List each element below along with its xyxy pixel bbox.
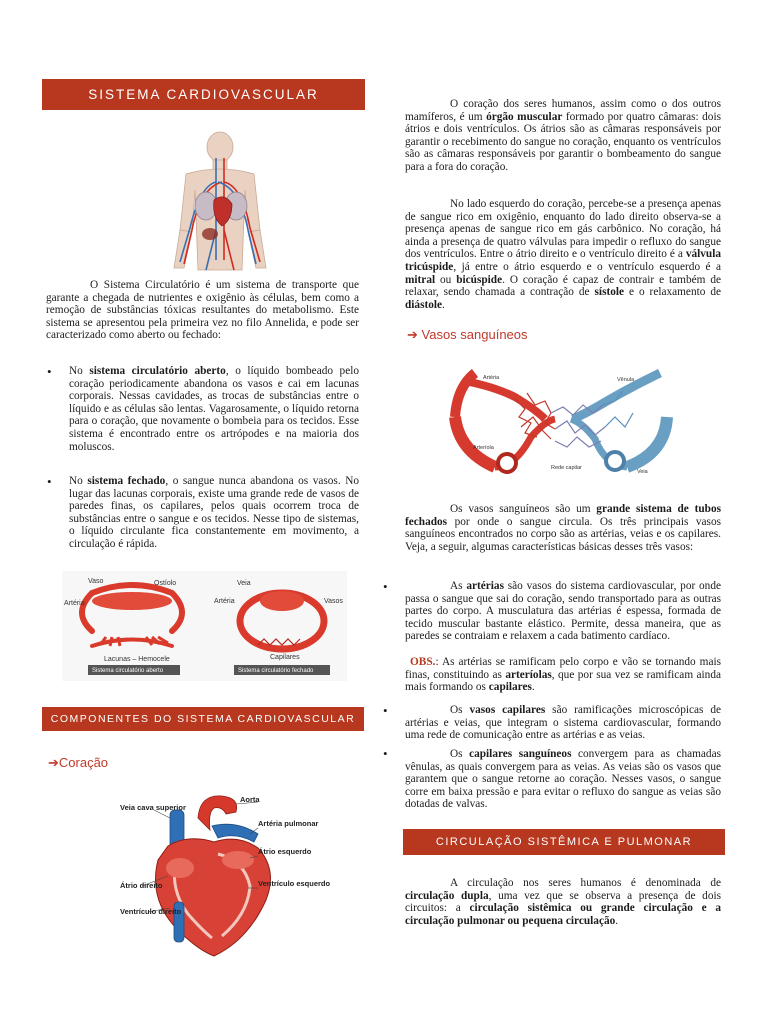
open-caption: Sistema circulatório aberto bbox=[92, 668, 164, 674]
components-banner bbox=[42, 707, 364, 731]
heart-paragraph-2 bbox=[405, 198, 721, 311]
open-pre: No bbox=[69, 365, 90, 377]
hp2-b3: bicúspide bbox=[456, 273, 503, 286]
hp2-g: . bbox=[442, 298, 445, 311]
heart-label-aorta: Aorta bbox=[240, 795, 260, 804]
vp-post: por onde o sangue circula. Os três principais vasos sanguíneos encontrados no corpo são as artérias, veias e os capilares. Veja, a seguir, algumas características básicas desses três vasos: bbox=[405, 515, 721, 553]
heart-label-atrio-direito: Átrio direito bbox=[120, 881, 163, 890]
open-closed-system-diagram bbox=[62, 571, 347, 681]
page-title: SISTEMA CARDIOVASCULAR bbox=[88, 87, 319, 102]
cap-post: são ramificações microscópicas de artérias e veias, que integram o sistema cardiovascular, formando uma rede de comunicação entre as artérias e as veias. bbox=[405, 704, 721, 742]
closed-caption: Sistema circulatório fechado bbox=[238, 668, 314, 674]
vasos-heading: ➔ Vasos sanguíneos bbox=[407, 327, 528, 342]
bullet-closed: • bbox=[47, 474, 52, 489]
intro-text: O Sistema Circulatório é um sistema de transporte que garante a chegada de nutrientes e oxigênio às células, bem como a remoção de substâncias tóxicas resultantes do metabolismo. Este sistema se apresentou pela primeira vez no filo Annelida, e pode ser caracterizado como aberto ou fechado: bbox=[46, 279, 359, 342]
vei-pre: Os bbox=[450, 748, 470, 760]
coracao-heading: ➔Coração bbox=[48, 755, 109, 770]
vessel-label-arteriola: Arteríola bbox=[473, 445, 494, 451]
bullet-capilares: • bbox=[383, 703, 388, 718]
hp2-b1: válvula tricúspide bbox=[405, 248, 721, 273]
hp2-b5: diástole bbox=[405, 298, 443, 311]
closed-system-paragraph bbox=[69, 475, 359, 551]
art-pre: As bbox=[450, 580, 467, 592]
heart-label-veia-cava: Veia cava superior bbox=[120, 803, 186, 812]
vp-pre: Os vasos sanguíneos são um bbox=[450, 503, 597, 515]
heart-diagram bbox=[118, 790, 331, 960]
cap-pre: Os bbox=[450, 704, 470, 716]
label-ostiolo: Ostíolo bbox=[154, 580, 177, 587]
components-title: COMPONENTES DO SISTEMA CARDIOVASCULAR bbox=[50, 713, 356, 725]
circ-c: , uma vez que se observa a presença de dois circuitos: a bbox=[405, 889, 721, 915]
label-lacunas: Lacunas – Hemocele bbox=[104, 656, 170, 663]
hp1-pre: O coração dos seres humanos, assim como o dos outros mamíferos, é um bbox=[405, 98, 721, 123]
closed-post: , o sangue nunca abandona os vasos. No lugar das lacunas corporais, existe uma grande rede de vasos de paredes finas, os capilares, pelos quais ocorrem troca de substâncias entre o sangue e os tecidos. Nesse tipo de sistemas, o líquido circulante fica constantemente em movimento, a circulação é rápida. bbox=[69, 475, 359, 550]
hp2-b4: sístole bbox=[594, 286, 625, 299]
obs-a: : As artérias se ramificam pelo corpo e vão se tornando mais finas, constituindo as bbox=[405, 656, 721, 681]
intro-paragraph bbox=[46, 279, 359, 342]
label-arteria-closed: Artéria bbox=[214, 598, 235, 605]
bullet-arterias: • bbox=[383, 579, 388, 594]
label-vasos: Vasos bbox=[324, 598, 343, 605]
blood-vessels-diagram bbox=[455, 357, 670, 482]
obs-paragraph bbox=[405, 656, 721, 694]
label-arteria: Artéria bbox=[64, 600, 85, 607]
label-veia: Veia bbox=[237, 580, 251, 587]
vessel-label-veia: Veia bbox=[637, 469, 648, 475]
page-title-banner bbox=[42, 79, 365, 110]
bullet-open: • bbox=[47, 364, 52, 379]
vei-post: convergem para as chamadas vênulas, as quais convergem para as veias. As veias são os vasos que garantem que o sangue retorne ao coração. Nesses vasos, o sangue corre em baixa pressão e para evitar o refluxo do sangue as veias são dotadas de valvas. bbox=[405, 748, 721, 811]
capilares-paragraph bbox=[405, 704, 721, 742]
label-capilares: Capilares bbox=[270, 654, 300, 661]
open-post: , o líquido bombeado pelo coração periodicamente abandona os vasos e cai em lacunas corporais. Nessas cavidades, as trocas de substâncias entre o líquido e as células são lentas. Vagarosamente, o líquido retorna para o coração, que novamente o bombeia para os tecidos. Esse sistema é encontrado entre os artrópodes e na maioria dos moluscos. bbox=[69, 365, 359, 453]
heart-paragraph-1 bbox=[405, 98, 721, 174]
vei-bold: capilares sanguíneos bbox=[469, 748, 572, 760]
circulation-title: CIRCULAÇÃO SISTÊMICA E PULMONAR bbox=[435, 836, 693, 848]
obs-b1: arteríolas bbox=[505, 668, 552, 681]
circ-b2: circulação sistêmica ou grande circulação e a circulação pulmonar ou pequena circulação bbox=[405, 902, 721, 927]
art-post: são vasos do sistema cardiovascular, por onde passa o sangue que sai do coração, sendo transportado para as outras partes do corpo. A musculatura das artérias é espessa, formada de tecido muscular bastante elástico. Permite, dessa maneira, que as paredes se contraiam e relaxem a cada batimento cardíaco. bbox=[405, 580, 721, 643]
bullet-veias: • bbox=[383, 746, 388, 761]
closed-pre: No bbox=[69, 475, 88, 487]
open-bold: sistema circulatório aberto bbox=[89, 365, 226, 377]
cap-bold: vasos capilares bbox=[469, 704, 546, 716]
circulation-paragraph bbox=[405, 877, 721, 927]
arterias-paragraph bbox=[405, 580, 721, 643]
circ-b1: circulação dupla bbox=[405, 889, 489, 902]
hp2-a: No lado esquerdo do coração, percebe-se a presença apenas de sangue rico em oxigênio, enquanto do lado direito observa-se a presença apenas de sangue rico em gás carbônico. No coração, há ainda a presença de quatro válvulas para impedir o refluxo do sangue dos ventrículos. Entre o átrio direito e o ventrículo direito é a bbox=[405, 198, 721, 261]
human-circulatory-figure bbox=[150, 130, 290, 270]
hp2-d: ou bbox=[435, 273, 457, 286]
heart-label-arteria-pulmonar: Artéria pulmonar bbox=[258, 819, 319, 828]
hp2-b2: mitral bbox=[405, 273, 436, 286]
vessel-label-venula: Vênula bbox=[617, 377, 635, 383]
heart-label-atrio-esquerdo: Átrio esquerdo bbox=[258, 847, 312, 856]
art-bold: artérias bbox=[466, 580, 504, 592]
obs-d: . bbox=[531, 681, 535, 694]
hp2-e: . O coração é capaz de contrair e também de relaxar, sendo chamada a contração de bbox=[405, 273, 721, 299]
obs-c: , que por sua vez se ramificam ainda mais formando os bbox=[405, 668, 721, 694]
hp1-bold: órgão muscular bbox=[486, 110, 563, 123]
label-vaso: Vaso bbox=[88, 578, 104, 585]
circulation-banner bbox=[403, 829, 725, 855]
vessel-label-arteria: Artéria bbox=[483, 375, 500, 381]
hp2-f: e o relaxamento de bbox=[624, 286, 721, 299]
heart-label-ventriculo-direito: Ventrículo direito bbox=[120, 907, 182, 916]
circ-a: A circulação nos seres humanos é denominada de bbox=[450, 877, 721, 889]
obs-label: OBS. bbox=[410, 656, 436, 668]
vp-bold: grande sistema de tubos fechados bbox=[405, 503, 721, 528]
vessel-label-capilar: Rede capilar bbox=[551, 465, 582, 471]
hp2-c: , já entre o átrio esquerdo e o ventrículo esquerdo é a bbox=[453, 260, 721, 273]
vasos-paragraph bbox=[405, 503, 721, 553]
closed-bold: sistema fechado bbox=[87, 475, 166, 487]
circ-d: . bbox=[615, 914, 619, 927]
obs-b2: capilares bbox=[488, 681, 532, 694]
open-system-paragraph bbox=[69, 365, 359, 453]
hp1-post: formado por quatro câmaras: dois átrios e dois ventrículos. Os átrios são as câmaras responsáveis por garantir o recebimento do sangue no coração, enquanto os ventrículos são as câmaras responsáveis por garantir o bombeamento do sangue para a fora do coração. bbox=[405, 110, 721, 173]
heart-label-ventriculo-esquerdo: Ventrículo esquerdo bbox=[258, 879, 331, 888]
veias-paragraph bbox=[405, 748, 721, 811]
